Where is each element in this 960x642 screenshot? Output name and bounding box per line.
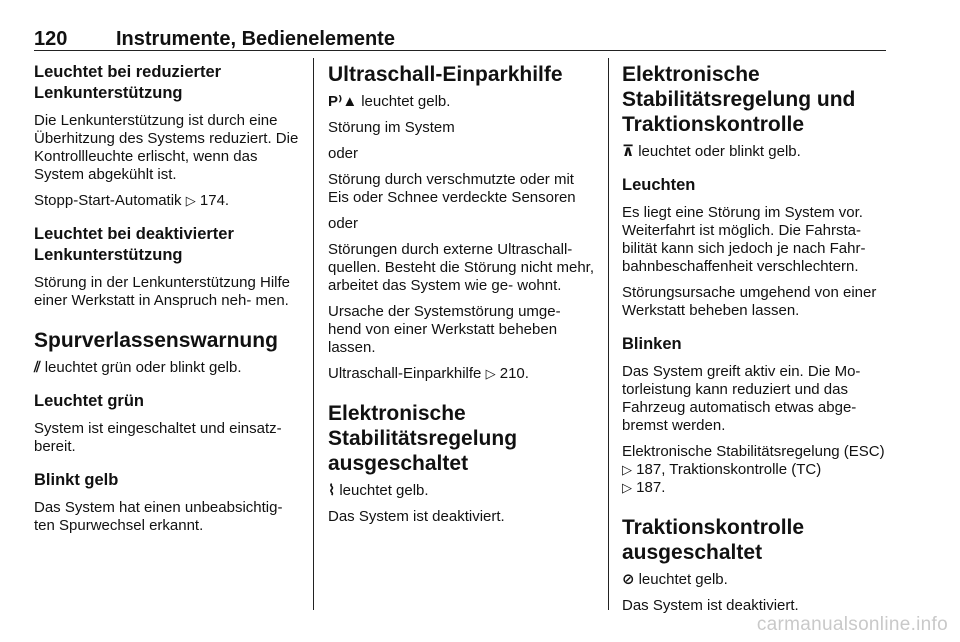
text-tc-off-symbol xyxy=(622,571,888,589)
tc-off-icon: ⊘ xyxy=(622,571,635,588)
text-overheating: Die Lenkunterstützung ist durch eine Überhitzung des Systems reduziert. Die Kontrollleuchte erlischt, wenn das System abgekühlt ist. xyxy=(34,112,299,183)
ref-page[interactable]: 210. xyxy=(499,365,529,382)
arrow-icon: ▷ xyxy=(622,462,632,477)
section-esc-off: Elektronische Stabilitätsregelung ausgeschaltet xyxy=(328,402,518,475)
heading-flashes-yellow: Blinkt gelb xyxy=(34,471,119,489)
section-lane-departure: Spurverlassenswarnung xyxy=(34,329,278,352)
watermark: carmanualsonline.info xyxy=(756,614,948,635)
page-number: 120 xyxy=(34,28,68,50)
lane-departure-icon: ⫽ xyxy=(34,359,41,376)
ref-label: Stopp-Start-Automatik xyxy=(34,192,182,209)
text-esc-symbol xyxy=(622,143,888,161)
text-deactivated: Das System ist deaktiviert. xyxy=(328,508,505,525)
text-external-sources: Störungen durch externe Ultraschall- quellen. Besteht die Störung nicht mehr, arbeitet das System wie ge- wohnt. xyxy=(328,241,595,294)
esc-icon: ⊼ xyxy=(622,143,635,160)
column-2 xyxy=(328,62,596,534)
text-parking-symbol xyxy=(328,93,596,111)
text-or-2: oder xyxy=(328,215,359,232)
esc-off-icon: ⌇ xyxy=(328,482,336,499)
column-divider-2 xyxy=(608,58,609,610)
chapter-title: Instrumente, Bedienelemente xyxy=(116,28,395,50)
symbol-desc: leuchtet gelb. xyxy=(638,571,728,588)
symbol-desc: leuchtet oder blinkt gelb. xyxy=(638,143,801,160)
page-header xyxy=(34,28,886,52)
arrow-icon: ▷ xyxy=(485,366,496,381)
arrow-icon: ▷ xyxy=(185,193,196,208)
heading-lights: Leuchten xyxy=(622,176,696,194)
heading-lights-green: Leuchtet grün xyxy=(34,392,144,410)
header-rule xyxy=(34,50,886,51)
ref-label: Ultraschall-Einparkhilfe xyxy=(328,365,482,382)
text-active-intervention: Das System greift aktiv ein. Die Mo- torleistung kann reduziert und das Fahrzeug automatisch etwas abge- bremst werden. xyxy=(622,363,861,434)
ref-page[interactable]: 174. xyxy=(199,192,230,209)
symbol-desc: leuchtet gelb. xyxy=(361,93,451,110)
arrow-icon: ▷ xyxy=(622,480,632,495)
text-parking-ref xyxy=(328,365,596,383)
text-fault-system: Störung im System xyxy=(328,119,455,136)
column-3 xyxy=(622,62,888,623)
symbol-desc: leuchtet grün oder blinkt gelb. xyxy=(44,359,242,376)
text-workshop: Störungsursache umgehend von einer Werkstatt beheben lassen. xyxy=(622,284,877,319)
heading-deactivated-steering: Leuchtet bei deaktivierter Lenkunterstützung xyxy=(34,225,234,264)
heading-flashing: Blinken xyxy=(622,335,682,353)
ref-page[interactable]: 187, Traktionskontrolle (TC) xyxy=(636,461,822,478)
ref-page[interactable]: 187. xyxy=(636,479,666,496)
parking-sensor-icon: P⁾▲ xyxy=(328,93,358,110)
text-steering-fault: Störung in der Lenkunterstützung Hilfe einer Werkstatt in Anspruch neh- men. xyxy=(34,274,290,309)
text-lane-symbol xyxy=(34,359,300,377)
column-1 xyxy=(34,62,300,543)
text-esc-off-symbol xyxy=(328,482,596,500)
section-esc-tc: Elektronische Stabilitätsregelung und Traktionskontrolle xyxy=(622,63,856,136)
column-divider-1 xyxy=(313,58,314,610)
text-sensor-dirty: Störung durch verschmutzte oder mit Eis oder Schnee verdeckte Sensoren xyxy=(328,171,576,206)
text-or-1: oder xyxy=(328,145,359,162)
section-tc-off: Traktionskontrolle ausgeschaltet xyxy=(622,516,805,564)
text-lane-change: Das System hat einen unbeabsichtig- ten Spurwechsel erkannt. xyxy=(34,499,283,534)
text-deactivated: Das System ist deaktiviert. xyxy=(622,597,799,614)
ref-label: Elektronische Stabilitätsregelung (ESC) xyxy=(622,443,885,460)
text-system-ready: System ist eingeschaltet und einsatz- bereit. xyxy=(34,420,282,455)
symbol-desc: leuchtet gelb. xyxy=(339,482,429,499)
text-workshop: Ursache der Systemstörung umge- hend von einer Werkstatt beheben lassen. xyxy=(328,303,561,356)
section-parking-assist: Ultraschall-Einparkhilfe xyxy=(328,63,563,86)
heading-reduced-steering: Leuchtet bei reduzierter Lenkunterstützung xyxy=(34,63,222,102)
text-stop-start-ref xyxy=(34,192,300,210)
text-esc-tc-ref xyxy=(622,443,888,497)
text-fault-continue: Es liegt eine Störung im System vor. Weiterfahrt ist möglich. Die Fahrsta- bilität kann sich jedoch je nach Fahr- bahnbeschaffenheit verschlechtern. xyxy=(622,204,866,275)
